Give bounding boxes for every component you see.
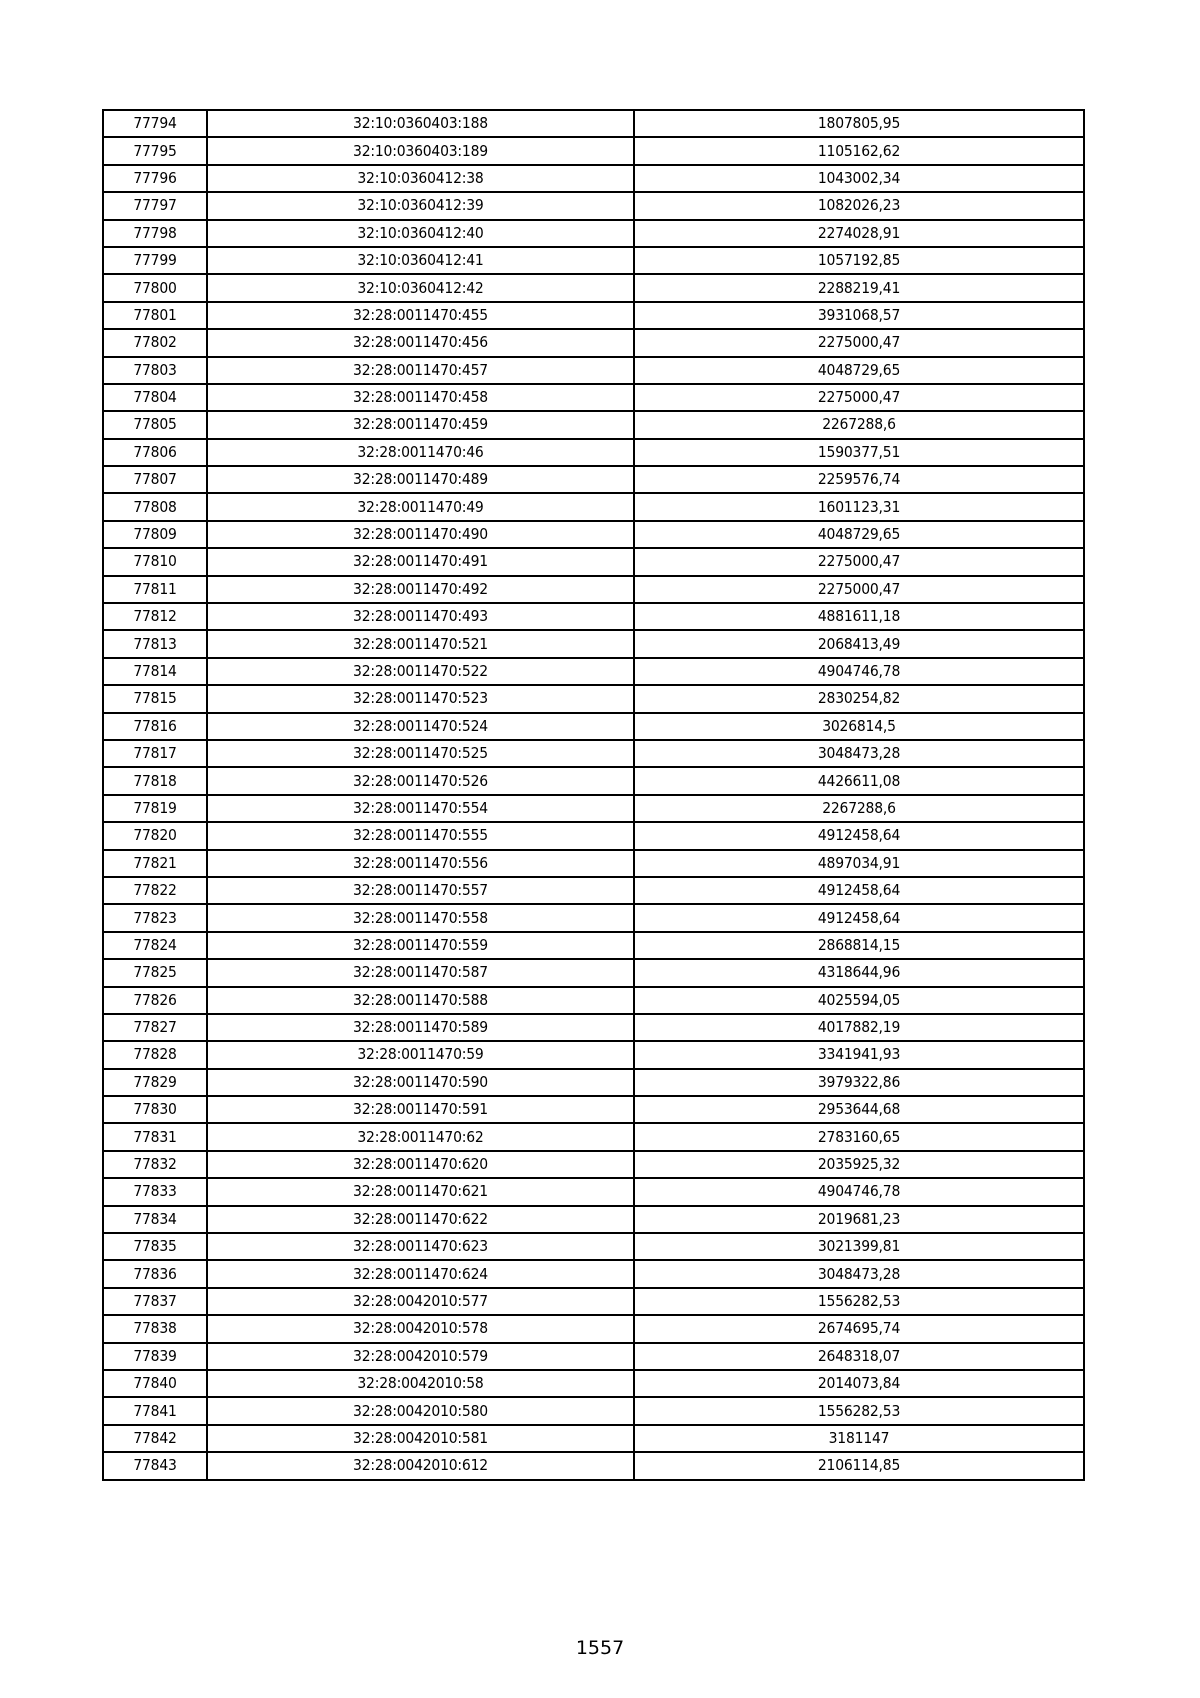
row-number-cell: 77809 [103,521,207,548]
cadastral-number-cell: 32:10:0360403:189 [207,137,634,164]
row-number-cell: 77834 [103,1206,207,1233]
cadastral-number-cell: 32:10:0360412:41 [207,247,634,274]
row-number-cell: 77822 [103,877,207,904]
table-row [103,630,1084,657]
cadastral-number-cell: 32:28:0011470:557 [207,877,634,904]
table-row [103,1370,1084,1397]
table-row [103,548,1084,575]
cadastral-number-cell: 32:28:0011470:458 [207,384,634,411]
cadastral-number-cell: 32:28:0011470:62 [207,1123,634,1150]
row-number-cell: 77816 [103,713,207,740]
cadastral-number-cell: 32:10:0360403:188 [207,110,634,137]
row-number-cell: 77837 [103,1288,207,1315]
table-row [103,274,1084,301]
row-number-cell: 77832 [103,1151,207,1178]
table-row [103,685,1084,712]
value-cell: 4048729,65 [634,521,1084,548]
table-row [103,767,1084,794]
value-cell: 4904746,78 [634,658,1084,685]
cadastral-number-cell: 32:28:0011470:554 [207,795,634,822]
row-number-cell: 77835 [103,1233,207,1260]
cadastral-number-cell: 32:28:0011470:620 [207,1151,634,1178]
value-cell: 1556282,53 [634,1397,1084,1424]
row-number-cell: 77823 [103,904,207,931]
value-cell: 3979322,86 [634,1069,1084,1096]
table-row [103,603,1084,630]
value-cell: 4025594,05 [634,987,1084,1014]
table-body [103,110,1084,1480]
table-row [103,713,1084,740]
value-cell: 1082026,23 [634,192,1084,219]
cadastral-number-cell: 32:28:0011470:493 [207,603,634,630]
row-number-cell: 77815 [103,685,207,712]
table-row [103,932,1084,959]
cadastral-number-cell: 32:28:0011470:556 [207,850,634,877]
value-cell: 2783160,65 [634,1123,1084,1150]
row-number-cell: 77804 [103,384,207,411]
table-row [103,1260,1084,1287]
cadastral-number-cell: 32:28:0042010:58 [207,1370,634,1397]
table-row [103,1233,1084,1260]
cadastral-number-cell: 32:28:0011470:489 [207,466,634,493]
cadastral-number-cell: 32:28:0011470:588 [207,987,634,1014]
value-cell: 1043002,34 [634,165,1084,192]
table-row [103,411,1084,438]
table-row [103,521,1084,548]
value-cell: 2267288,6 [634,411,1084,438]
cadastral-number-cell: 32:28:0011470:522 [207,658,634,685]
value-cell: 4904746,78 [634,1178,1084,1205]
cadastral-number-cell: 32:28:0011470:558 [207,904,634,931]
row-number-cell: 77819 [103,795,207,822]
cadastral-number-cell: 32:10:0360412:40 [207,220,634,247]
cadastral-number-cell: 32:28:0011470:521 [207,630,634,657]
row-number-cell: 77801 [103,302,207,329]
row-number-cell: 77795 [103,137,207,164]
table-row [103,1096,1084,1123]
value-cell: 2274028,91 [634,220,1084,247]
value-cell: 3181147 [634,1425,1084,1452]
table-row [103,658,1084,685]
row-number-cell: 77843 [103,1452,207,1479]
table-row [103,493,1084,520]
value-cell: 2014073,84 [634,1370,1084,1397]
table-row [103,384,1084,411]
value-cell: 1807805,95 [634,110,1084,137]
value-cell: 3048473,28 [634,1260,1084,1287]
row-number-cell: 77794 [103,110,207,137]
table-row [103,1041,1084,1068]
row-number-cell: 77799 [103,247,207,274]
value-cell: 4912458,64 [634,822,1084,849]
cadastral-number-cell: 32:28:0011470:623 [207,1233,634,1260]
row-number-cell: 77817 [103,740,207,767]
table-row [103,959,1084,986]
cadastral-number-cell: 32:28:0011470:589 [207,1014,634,1041]
value-cell: 4897034,91 [634,850,1084,877]
table-row [103,1123,1084,1150]
table-row [103,904,1084,931]
value-cell: 4881611,18 [634,603,1084,630]
table-row [103,1452,1084,1479]
page-number: 1557 [575,1637,625,1659]
row-number-cell: 77827 [103,1014,207,1041]
row-number-cell: 77803 [103,357,207,384]
table-row [103,1069,1084,1096]
row-number-cell: 77829 [103,1069,207,1096]
value-cell: 2648318,07 [634,1343,1084,1370]
cadastral-number-cell: 32:28:0011470:525 [207,740,634,767]
value-cell: 2275000,47 [634,548,1084,575]
value-cell: 3048473,28 [634,740,1084,767]
value-cell: 1105162,62 [634,137,1084,164]
cadastral-number-cell: 32:28:0011470:457 [207,357,634,384]
value-cell: 4426611,08 [634,767,1084,794]
cadastral-number-cell: 32:28:0011470:621 [207,1178,634,1205]
value-cell: 1057192,85 [634,247,1084,274]
table-row [103,302,1084,329]
value-cell: 2259576,74 [634,466,1084,493]
row-number-cell: 77838 [103,1315,207,1342]
row-number-cell: 77841 [103,1397,207,1424]
cadastral-number-cell: 32:28:0011470:490 [207,521,634,548]
row-number-cell: 77808 [103,493,207,520]
cadastral-number-cell: 32:10:0360412:38 [207,165,634,192]
row-number-cell: 77805 [103,411,207,438]
cadastral-number-cell: 32:28:0011470:459 [207,411,634,438]
row-number-cell: 77813 [103,630,207,657]
table-row [103,439,1084,466]
table-row [103,1014,1084,1041]
cadastral-number-cell: 32:28:0042010:612 [207,1452,634,1479]
row-number-cell: 77796 [103,165,207,192]
row-number-cell: 77821 [103,850,207,877]
cadastral-number-cell: 32:28:0011470:59 [207,1041,634,1068]
cadastral-number-cell: 32:28:0011470:46 [207,439,634,466]
table-row [103,576,1084,603]
table-row [103,192,1084,219]
row-number-cell: 77802 [103,329,207,356]
value-cell: 2953644,68 [634,1096,1084,1123]
value-cell: 2868814,15 [634,932,1084,959]
table-row [103,110,1084,137]
row-number-cell: 77812 [103,603,207,630]
table-row [103,1178,1084,1205]
value-cell: 4318644,96 [634,959,1084,986]
cadastral-number-cell: 32:28:0042010:581 [207,1425,634,1452]
row-number-cell: 77828 [103,1041,207,1068]
table-row [103,357,1084,384]
cadastral-number-cell: 32:10:0360412:42 [207,274,634,301]
value-cell: 2674695,74 [634,1315,1084,1342]
value-cell: 4017882,19 [634,1014,1084,1041]
cadastral-number-cell: 32:28:0011470:526 [207,767,634,794]
value-cell: 2068413,49 [634,630,1084,657]
row-number-cell: 77800 [103,274,207,301]
row-number-cell: 77818 [103,767,207,794]
cadastral-number-cell: 32:28:0011470:523 [207,685,634,712]
row-number-cell: 77820 [103,822,207,849]
cadastral-number-cell: 32:28:0011470:622 [207,1206,634,1233]
row-number-cell: 77814 [103,658,207,685]
value-cell: 2019681,23 [634,1206,1084,1233]
cadastral-number-cell: 32:28:0011470:456 [207,329,634,356]
row-number-cell: 77806 [103,439,207,466]
row-number-cell: 77825 [103,959,207,986]
value-cell: 3026814,5 [634,713,1084,740]
value-cell: 2275000,47 [634,384,1084,411]
cadastral-number-cell: 32:28:0011470:587 [207,959,634,986]
value-cell: 2275000,47 [634,576,1084,603]
row-number-cell: 77826 [103,987,207,1014]
row-number-cell: 77830 [103,1096,207,1123]
row-number-cell: 77811 [103,576,207,603]
table-row [103,1288,1084,1315]
cadastral-number-cell: 32:28:0042010:579 [207,1343,634,1370]
table-row [103,247,1084,274]
table-row [103,1425,1084,1452]
cadastral-number-cell: 32:28:0011470:624 [207,1260,634,1287]
cadastral-number-cell: 32:28:0042010:578 [207,1315,634,1342]
table-row [103,220,1084,247]
row-number-cell: 77824 [103,932,207,959]
value-cell: 3021399,81 [634,1233,1084,1260]
value-cell: 2106114,85 [634,1452,1084,1479]
cadastral-number-cell: 32:28:0011470:492 [207,576,634,603]
value-cell: 4912458,64 [634,877,1084,904]
row-number-cell: 77836 [103,1260,207,1287]
cadastral-number-cell: 32:28:0011470:455 [207,302,634,329]
table-row [103,1343,1084,1370]
value-cell: 2288219,41 [634,274,1084,301]
table-row [103,987,1084,1014]
row-number-cell: 77810 [103,548,207,575]
table-row [103,165,1084,192]
value-cell: 1601123,31 [634,493,1084,520]
table-row [103,466,1084,493]
cadastral-number-cell: 32:28:0011470:491 [207,548,634,575]
table-row [103,740,1084,767]
table-row [103,850,1084,877]
table-row [103,329,1084,356]
cadastral-number-cell: 32:28:0011470:590 [207,1069,634,1096]
cadastral-number-cell: 32:28:0042010:577 [207,1288,634,1315]
cadastral-number-cell: 32:28:0011470:559 [207,932,634,959]
cadastral-number-cell: 32:10:0360412:39 [207,192,634,219]
row-number-cell: 77842 [103,1425,207,1452]
value-cell: 2275000,47 [634,329,1084,356]
row-number-cell: 77840 [103,1370,207,1397]
value-cell: 2035925,32 [634,1151,1084,1178]
value-cell: 4048729,65 [634,357,1084,384]
table-row [103,1206,1084,1233]
row-number-cell: 77833 [103,1178,207,1205]
table-row [103,1397,1084,1424]
row-number-cell: 77797 [103,192,207,219]
table-row [103,1315,1084,1342]
cadastral-number-cell: 32:28:0011470:524 [207,713,634,740]
row-number-cell: 77839 [103,1343,207,1370]
row-number-cell: 77807 [103,466,207,493]
value-cell: 3341941,93 [634,1041,1084,1068]
data-table [102,109,1085,1481]
value-cell: 1556282,53 [634,1288,1084,1315]
row-number-cell: 77831 [103,1123,207,1150]
value-cell: 3931068,57 [634,302,1084,329]
cadastral-number-cell: 32:28:0011470:49 [207,493,634,520]
value-cell: 1590377,51 [634,439,1084,466]
table-row [103,822,1084,849]
table-row [103,795,1084,822]
value-cell: 2830254,82 [634,685,1084,712]
value-cell: 2267288,6 [634,795,1084,822]
cadastral-number-cell: 32:28:0042010:580 [207,1397,634,1424]
row-number-cell: 77798 [103,220,207,247]
cadastral-number-cell: 32:28:0011470:555 [207,822,634,849]
table-row [103,1151,1084,1178]
table-row [103,877,1084,904]
cadastral-number-cell: 32:28:0011470:591 [207,1096,634,1123]
value-cell: 4912458,64 [634,904,1084,931]
table-row [103,137,1084,164]
